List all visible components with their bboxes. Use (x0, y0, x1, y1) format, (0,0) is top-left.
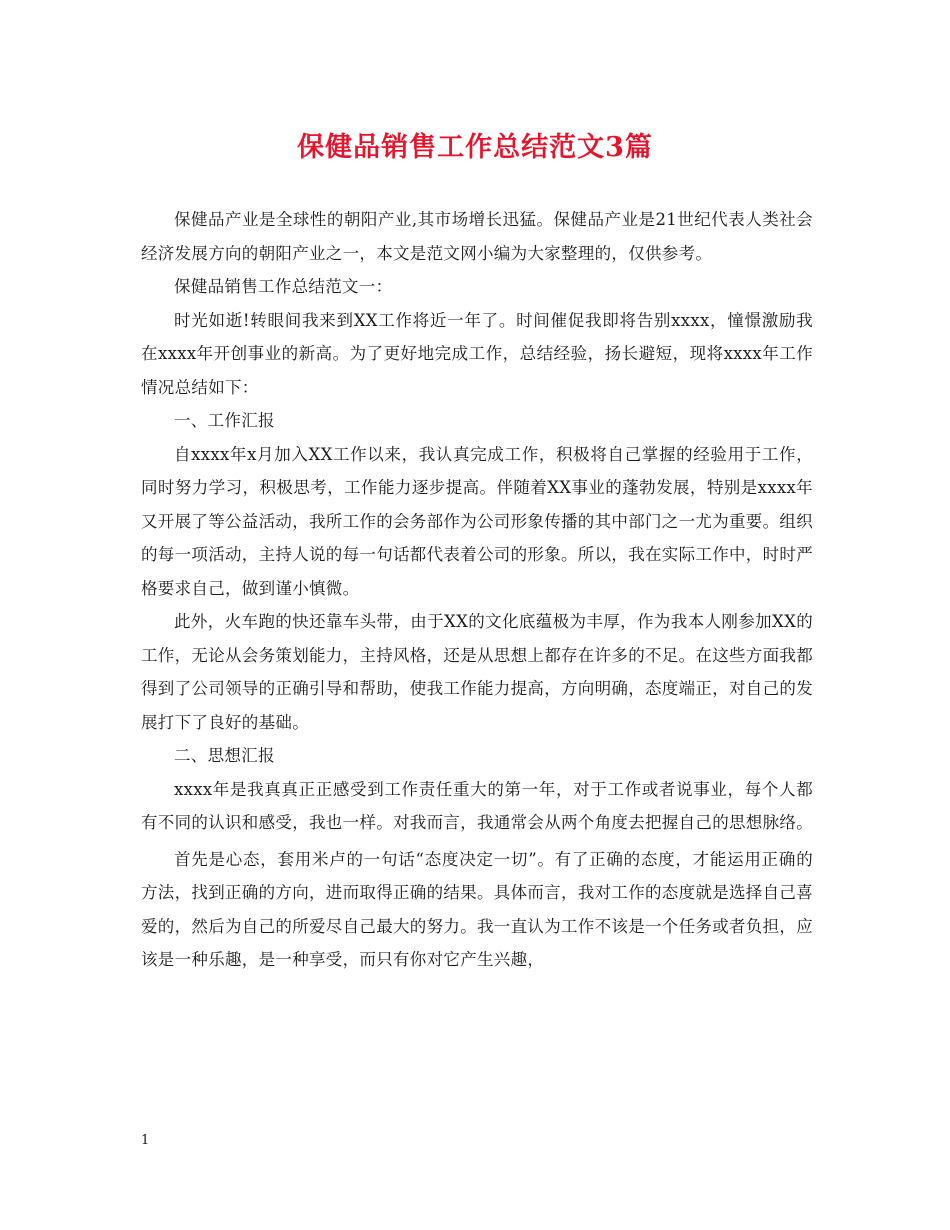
paragraph: 自xxxx年x月加入XX工作以来，我认真完成工作，积极将自己掌握的经验用于工作，同时努力学习，积极思考，工作能力逐步提高。伴随着XX事业的蓬勃发展，特别是xxxx年又开展了等公益活动，我所工作的会务部作为公司形象传播的其中部门之一尤为重要。组织的每一项活动，主持人说的每一句话都代表着公司的形象。所以，我在实际工作中，时时严格要求自己，做到谨小慎微。 (141, 444, 813, 598)
paragraph-subheading: 一、工作汇报 (174, 411, 275, 430)
paragraph-section-heading: 保健品销售工作总结范文一： (174, 277, 393, 296)
paragraph-subheading: 二、思想汇报 (174, 746, 275, 765)
paragraph: 首先是心态，套用米卢的一句话“态度决定一切”。有了正确的态度，才能运用正确的方法，找到正确的方向，进而取得正确的结果。具体而言，我对工作的态度就是选择自己喜爱的，然后为自己的所爱尽自己最大的努力。我一直认为工作不该是一个任务或者负担，应该是一种乐趣，是一种享受，而只有你对它产生兴趣， (141, 849, 813, 969)
document-body (141, 203, 813, 977)
paragraph: 此外，火车跑的快还靠车头带，由于XX的文化底蕴极为丰厚，作为我本人刚参加XX的工作，无论从会务策划能力，主持风格，还是从思想上都存在许多的不足。在这些方面我都得到了公司领导的正确引导和帮助，使我工作能力提高，方向明确，态度端正，对自己的发展打下了良好的基础。 (141, 612, 813, 732)
paragraph: 时光如逝!转眼间我来到XX工作将近一年了。时间催促我即将告别xxxx，憧憬激励我在xxxx年开创事业的新高。为了更好地完成工作，总结经验，扬长避短，现将xxxx年工作情况总结如下： (141, 310, 813, 397)
document-title: 保健品销售工作总结范文3篇 (297, 132, 653, 163)
paragraph-intro: 保健品产业是全球性的朝阳产业,其市场增长迅猛。保健品产业是21世纪代表人类社会经济发展方向的朝阳产业之一，本文是范文网小编为大家整理的，仅供参考。 (141, 210, 813, 263)
page-number: 1 (141, 1133, 150, 1148)
paragraph: xxxx年是我真真正正感受到工作责任重大的第一年，对于工作或者说事业，每个人都有不同的认识和感受，我也一样。对我而言，我通常会从两个角度去把握自己的思想脉络。 (141, 779, 813, 832)
